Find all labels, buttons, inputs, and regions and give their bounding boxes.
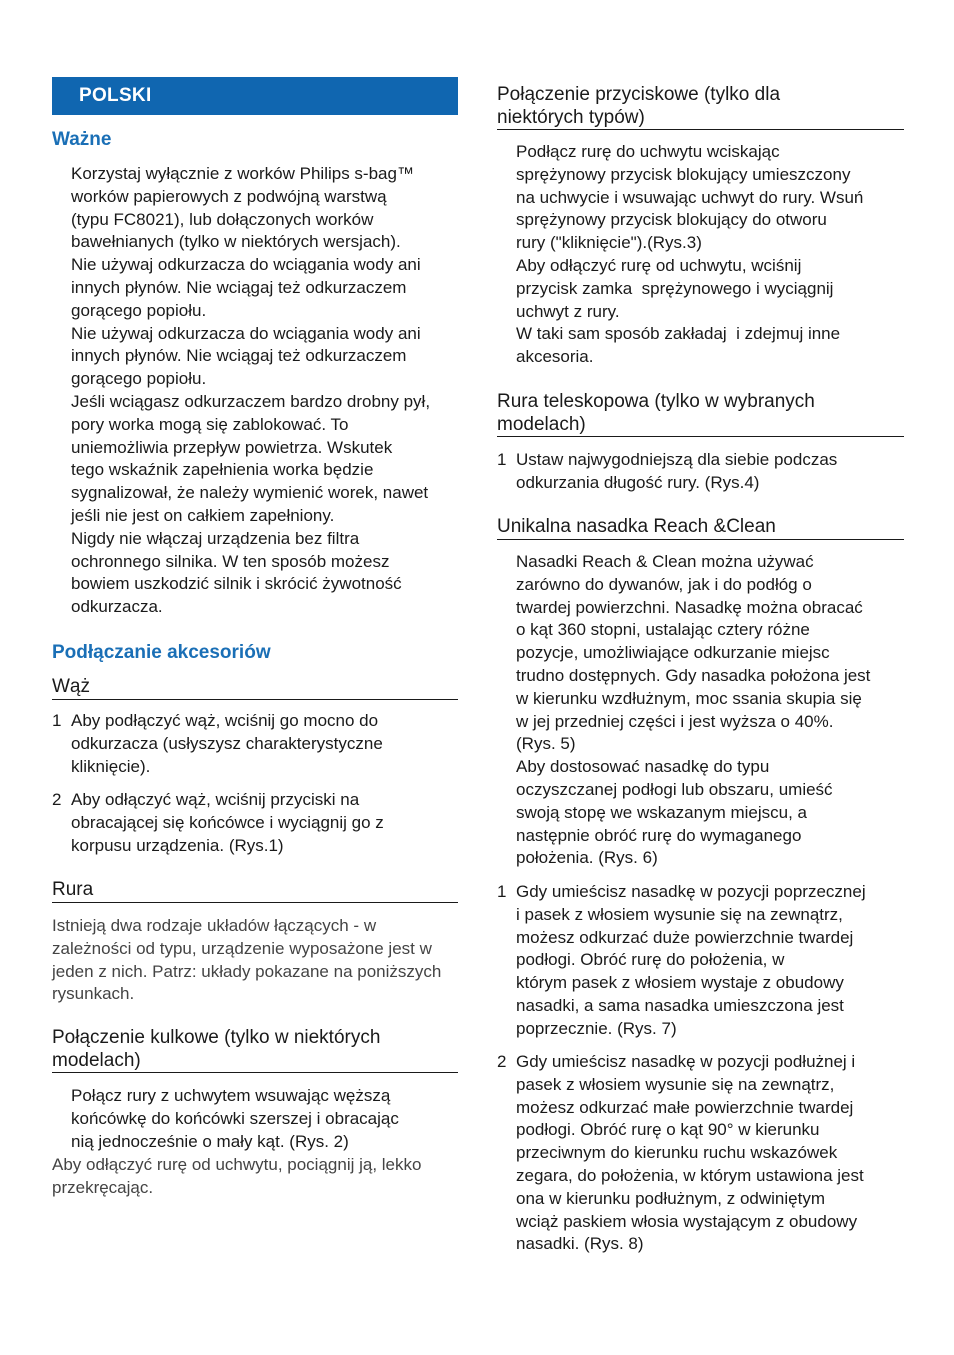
text-line: sprężynowy przycisk blokujący umieszczony [516,164,851,184]
text-line: Rura teleskopowa (tylko w wybranych [497,391,815,412]
text-line: uniemożliwia przepływ powietrza. Wskutek [71,437,393,457]
text-line: Aby podłączyć wąż, wciśnij go mocno do [71,711,379,730]
step-number: 2 [52,790,62,809]
text-line: Aby odłączyć rurę od uchwytu, wciśnij [516,255,802,275]
language-header [52,77,458,115]
text-line: twardej powierzchni. Nasadkę można obracać [516,597,863,617]
text-line: pory worka mogą się zablokować. To [71,414,349,434]
text-line: worków papierowych z podwójną warstwą [71,186,387,206]
text-line: którym pasek z włosiem wystaje z obudowy [516,973,844,993]
step-number: 1 [497,882,507,901]
text-line: przycisk zamka sprężynowego i wyciągnij [516,278,834,298]
text-line: w jej przedniej części i jest wyższa o 40%. [516,711,834,731]
step-number: 2 [497,1052,507,1071]
text-line: modelach) [52,1049,141,1071]
step-number: 1 [497,450,507,469]
tube-heading: Rura [52,879,458,903]
text-line: w kierunku wzdłużnym, moc ssania skupia się [516,688,862,708]
text-line: wciąż paskiem włosia wystającym z obudowy [516,1211,858,1231]
reach-clean-heading: Unikalna nasadka Reach &Clean [497,516,904,540]
ball-joint-note [52,1154,458,1200]
push-button-heading [497,84,904,130]
text-line: możesz odkurzać małe powierzchnie twardej [516,1097,854,1117]
text-line: odkurzacza. [71,597,163,617]
text-line: możesz odkurzać duże powierzchnie twardej [516,927,854,947]
text-line: odkurzacza (usłyszysz charakterystyczne [71,733,383,753]
text-line: Istnieją dwa rodzaje układów łączących - w [52,916,377,935]
text-line: innych płynów. Nie wciągaj też odkurzaczem [71,346,407,366]
accessories-heading: Podłączanie akcesoriów [52,642,271,663]
text-line: położenia. (Rys. 6) [516,848,658,868]
text-line: Nigdy nie włączaj urządzenia bez filtra [71,528,360,548]
text-line: nasadki. (Rys. 8) [516,1234,644,1254]
telescopic-step-1 [516,449,908,495]
text-line: zarówno do dywanów, jak i do podłóg o [516,574,812,594]
text-line: Ustaw najwygodniejszą dla siebie podczas [516,450,838,469]
text-line: tego wskaźnik zapełnienia worka będzie [71,460,374,480]
text-line: Gdy umieścisz nasadkę w pozycji poprzecznej [516,882,866,901]
text-line: rury ("kliknięcie").(Rys.3) [516,233,702,253]
tube-text [52,915,458,1006]
step-number: 1 [52,711,62,730]
text-line: Nie używaj odkurzacza do wciągania wody ani [71,323,421,343]
text-line: ona w kierunku podłużnym, z odwiniętym [516,1188,825,1208]
text-line: Połączenie przyciskowe (tylko dla [497,84,781,105]
text-line: oczyszczanej podłogi lub obszaru, umieść [516,779,833,799]
text-line: Podłącz rurę do uchwytu wciskając [516,142,780,161]
text-line: zegara, do położenia, w którym ustawiona jest [516,1165,864,1185]
text-line: końcówkę do końcówki szerszej i obracając [71,1108,399,1128]
text-line: kliknięcie). [71,756,151,776]
text-line: bawełnianych (tylko w niektórych wersjach). [71,232,401,252]
text-line: podłogi. Obróć rurę do położenia, w [516,950,785,970]
text-line: sygnalizował, że należy wymienić worek, nawet [71,483,429,503]
text-line: pozycje, umożliwiające odkurzanie miejsc [516,643,830,663]
text-line: niektórych typów) [497,106,645,128]
ball-joint-heading [52,1027,458,1073]
text-line: pasek z włosiem wysunie się na zewnątrz, [516,1074,835,1094]
text-line: gorącego popiołu. [71,300,207,320]
hose-heading: Wąż [52,676,458,700]
text-line: podłogi. Obróć rurę o kąt 90° w kierunku [516,1120,820,1140]
text-line: Korzystaj wyłącznie z worków Philips s-bag™ [71,164,414,183]
reach-clean-step-2 [516,1051,908,1256]
text-line: bowiem uszkodzić silnik i skrócić żywotność [71,574,402,594]
text-line: Połączenie kulkowe (tylko w niektórych [52,1027,381,1048]
text-line: W taki sam sposób zakładaj i zdejmuj inne [516,324,841,344]
important-heading: Ważne [52,129,112,150]
text-line: obracającej się końcówce i wyciągnij go z [71,812,384,832]
text-line: ochronnego silnika. W ten sposób możesz [71,551,390,571]
text-line: na uchwycie i wsuwając uchwyt do rury. Wsuń [516,187,864,207]
text-line: Połącz rury z uchwytem wsuwając węższą [71,1086,391,1105]
text-line: uchwyt z rury. [516,301,620,321]
text-line: trudno dostępnych. Gdy nasadka położona jest [516,665,871,685]
text-line: Gdy umieścisz nasadkę w pozycji podłużnej i [516,1052,856,1071]
text-line: modelach) [497,413,586,435]
text-line: Nasadki Reach & Clean można używać [516,552,814,571]
text-line: poprzecznie. (Rys. 7) [516,1018,677,1038]
text-line: Nie używaj odkurzacza do wciągania wody ani [71,255,421,275]
text-line: przekręcając. [52,1177,154,1197]
text-line: zależności od typu, urządzenie wyposażone jest w [52,938,432,958]
text-line: o kąt 360 stopni, ustalając cztery różne [516,620,810,640]
text-line: korpusu urządzenia. (Rys.1) [71,835,284,855]
reach-clean-text [516,551,908,870]
text-line: i pasek z włosiem wysunie się na zewnątrz, [516,904,843,924]
text-line: jeśli nie jest on całkiem zapełniony. [71,505,335,525]
hose-step-2 [71,789,461,857]
text-line: akcesoria. [516,347,594,367]
text-line: nasadki, a sama nasadka umieszczona jest [516,995,844,1015]
text-line: (Rys. 5) [516,734,576,754]
text-line: sprężynowy przycisk blokujący do otworu [516,210,827,230]
text-line: innych płynów. Nie wciągaj też odkurzaczem [71,277,407,297]
text-line: Jeśli wciągasz odkurzaczem bardzo drobny pył, [71,391,431,411]
text-line: gorącego popiołu. [71,369,207,389]
text-line: następnie obróć rurę do wymaganego [516,825,802,845]
text-line: jeden z nich. Patrz: układy pokazane na poniższych [52,961,442,981]
important-text [71,163,461,619]
push-button-text [516,141,908,369]
telescopic-heading [497,391,904,437]
language-label: POLSKI [79,85,152,106]
text-line: Aby odłączyć rurę od uchwytu, pociągnij ją, lekko [52,1155,422,1174]
ball-joint-text [71,1085,461,1153]
text-line: Aby odłączyć wąż, wciśnij przyciski na [71,790,360,809]
reach-clean-step-1 [516,881,908,1041]
hose-step-1 [71,710,461,778]
text-line: swoją stopę we wskazanym miejscu, a [516,802,808,822]
text-line: Aby dostosować nasadkę do typu [516,757,770,777]
text-line: nią jednocześnie o mały kąt. (Rys. 2) [71,1131,349,1151]
text-line: przeciwnym do kierunku ruchu wskazówek [516,1143,838,1163]
text-line: (typu FC8021), lub dołączonych worków [71,209,374,229]
text-line: rysunkach. [52,984,135,1004]
text-line: odkurzania długość rury. (Rys.4) [516,472,760,492]
